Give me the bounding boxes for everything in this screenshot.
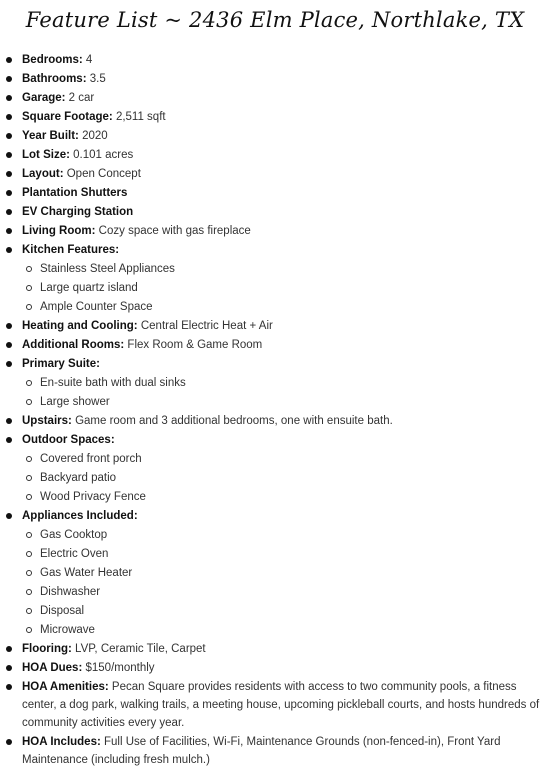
sub-list-item [22, 469, 544, 488]
feature-label: Heating and Cooling: [22, 320, 138, 332]
feature-value: 2 car [68, 92, 95, 104]
sub-list-item [22, 279, 544, 298]
bullet-icon [6, 739, 12, 745]
feature-value: Cozy space with gas fireplace [98, 225, 251, 237]
feature-item-hoa-includes [0, 733, 550, 769]
feature-value: LVP, Ceramic Tile, Carpet [75, 643, 206, 655]
circle-bullet-icon [26, 570, 32, 576]
sub-list-item [22, 621, 544, 640]
circle-bullet-icon [26, 627, 32, 633]
sub-item-text: Large quartz island [40, 282, 138, 294]
bullet-icon [6, 57, 12, 63]
feature-label: EV Charging Station [22, 206, 134, 218]
sub-list-item [22, 260, 544, 279]
feature-label: Bathrooms: [22, 73, 87, 85]
bullet-icon [6, 437, 12, 443]
feature-item-living-room [0, 222, 550, 241]
bullet-icon [6, 418, 12, 424]
sub-list [22, 260, 544, 317]
sub-list-item [22, 374, 544, 393]
feature-item-appliances [0, 507, 550, 640]
bullet-icon [6, 646, 12, 652]
feature-value: Flex Room & Game Room [127, 339, 263, 351]
feature-value: 2020 [82, 130, 108, 142]
feature-label: Flooring: [22, 643, 72, 655]
feature-value: 0.101 acres [73, 149, 134, 161]
sub-list-item [22, 488, 544, 507]
bullet-icon [6, 684, 12, 690]
bullet-icon [6, 323, 12, 329]
bullet-icon [6, 76, 12, 82]
bullet-icon [6, 114, 12, 120]
feature-item-upstairs [0, 412, 550, 431]
feature-label: HOA Amenities: [22, 681, 109, 693]
feature-value: Full Use of Facilities, Wi-Fi, Maintenance Grounds (non-fenced-in), Front Yard Maintenance (including fresh mulch.) [22, 735, 501, 766]
sub-item-text: Gas Water Heater [40, 567, 133, 579]
feature-item-outdoor-spaces [0, 431, 550, 507]
feature-item-kitchen [0, 241, 550, 317]
circle-bullet-icon [26, 589, 32, 595]
feature-label: Plantation Shutters [22, 187, 128, 199]
feature-value: 3.5 [89, 73, 106, 85]
sub-item-text: Microwave [40, 624, 95, 636]
feature-label: Living Room: [22, 225, 96, 237]
feature-label: Appliances Included: [22, 510, 138, 522]
feature-label: Bedrooms: [22, 54, 83, 66]
bullet-icon [6, 190, 12, 196]
feature-item-bathrooms [0, 70, 550, 89]
circle-bullet-icon [26, 285, 32, 291]
sub-item-text: Backyard patio [40, 472, 117, 484]
feature-item-lot-size [0, 146, 550, 165]
feature-value: Game room and 3 additional bedrooms, one with ensuite bath. [75, 415, 393, 427]
feature-label: Outdoor Spaces: [22, 434, 115, 446]
circle-bullet-icon [26, 266, 32, 272]
feature-item-heating-cooling [0, 317, 550, 336]
sub-item-text: Ample Counter Space [40, 301, 153, 313]
feature-label: Garage: [22, 92, 66, 104]
feature-value: Pecan Square provides residents with access to two community pools, a fitness center, a dog park, walking trails, a meeting house, upcoming pickleball courts, and hosts hundreds of community activities every year. [22, 681, 540, 730]
sub-item-text: Dishwasher [40, 586, 101, 598]
bullet-icon [6, 95, 12, 101]
circle-bullet-icon [26, 608, 32, 614]
sub-list-item [22, 602, 544, 621]
feature-label: HOA Includes: [22, 735, 101, 748]
feature-item-flooring [0, 640, 550, 659]
bullet-icon [6, 665, 12, 671]
feature-label: Layout: [22, 168, 64, 180]
feature-item-plantation-shutters [0, 184, 550, 203]
sub-item-text: En-suite bath with dual sinks [40, 377, 186, 389]
feature-label: Square Footage: [22, 111, 113, 123]
feature-list [0, 51, 550, 769]
feature-value: Central Electric Heat + Air [140, 320, 273, 332]
bullet-icon [6, 361, 12, 367]
document-title: Feature List ~ 2436 Elm Place, Northlake, TX [25, 8, 525, 32]
sub-item-text: Large shower [40, 396, 110, 408]
circle-bullet-icon [26, 399, 32, 405]
feature-value: 2,511 sqft [115, 111, 166, 123]
sub-item-text: Covered front porch [40, 453, 142, 465]
sub-item-text: Gas Cooktop [40, 529, 108, 541]
sub-item-text: Disposal [40, 605, 85, 617]
feature-value: 4 [85, 54, 93, 66]
feature-item-hoa-dues [0, 659, 550, 678]
feature-value: Open Concept [66, 168, 141, 180]
feature-label: Year Built: [22, 130, 79, 142]
sub-list [22, 374, 544, 412]
feature-label: Additional Rooms: [22, 339, 125, 351]
feature-item-hoa-amenities [0, 678, 550, 733]
feature-item-year-built [0, 127, 550, 146]
bullet-icon [6, 209, 12, 215]
circle-bullet-icon [26, 456, 32, 462]
feature-label: Kitchen Features: [22, 244, 120, 256]
circle-bullet-icon [26, 551, 32, 557]
circle-bullet-icon [26, 475, 32, 481]
sub-item-text: Stainless Steel Appliances [40, 263, 175, 275]
sub-list-item [22, 564, 544, 583]
feature-item-square-footage [0, 108, 550, 127]
circle-bullet-icon [26, 532, 32, 538]
feature-label: HOA Dues: [22, 662, 83, 674]
feature-label: Primary Suite: [22, 358, 100, 370]
feature-item-additional-rooms [0, 336, 550, 355]
sub-list [22, 450, 544, 507]
feature-item-garage [0, 89, 550, 108]
bullet-icon [6, 171, 12, 177]
sub-item-text: Electric Oven [40, 548, 109, 560]
feature-item-primary-suite [0, 355, 550, 412]
circle-bullet-icon [26, 494, 32, 500]
bullet-icon [6, 133, 12, 139]
feature-item-layout [0, 165, 550, 184]
sub-list-item [22, 393, 544, 412]
feature-label: Upstairs: [22, 415, 72, 427]
sub-list-item [22, 526, 544, 545]
bullet-icon [6, 513, 12, 519]
circle-bullet-icon [26, 304, 32, 310]
sub-list-item [22, 298, 544, 317]
sub-list [22, 526, 544, 640]
sub-list-item [22, 583, 544, 602]
bullet-icon [6, 152, 12, 158]
bullet-icon [6, 342, 12, 348]
feature-item-bedrooms [0, 51, 550, 70]
feature-value: $150/monthly [85, 662, 155, 674]
bullet-icon [6, 228, 12, 234]
sub-item-text: Wood Privacy Fence [40, 491, 146, 503]
sub-list-item [22, 450, 544, 469]
feature-item-ev-charging [0, 203, 550, 222]
sub-list-item [22, 545, 544, 564]
feature-label: Lot Size: [22, 149, 70, 161]
circle-bullet-icon [26, 380, 32, 386]
bullet-icon [6, 247, 12, 253]
